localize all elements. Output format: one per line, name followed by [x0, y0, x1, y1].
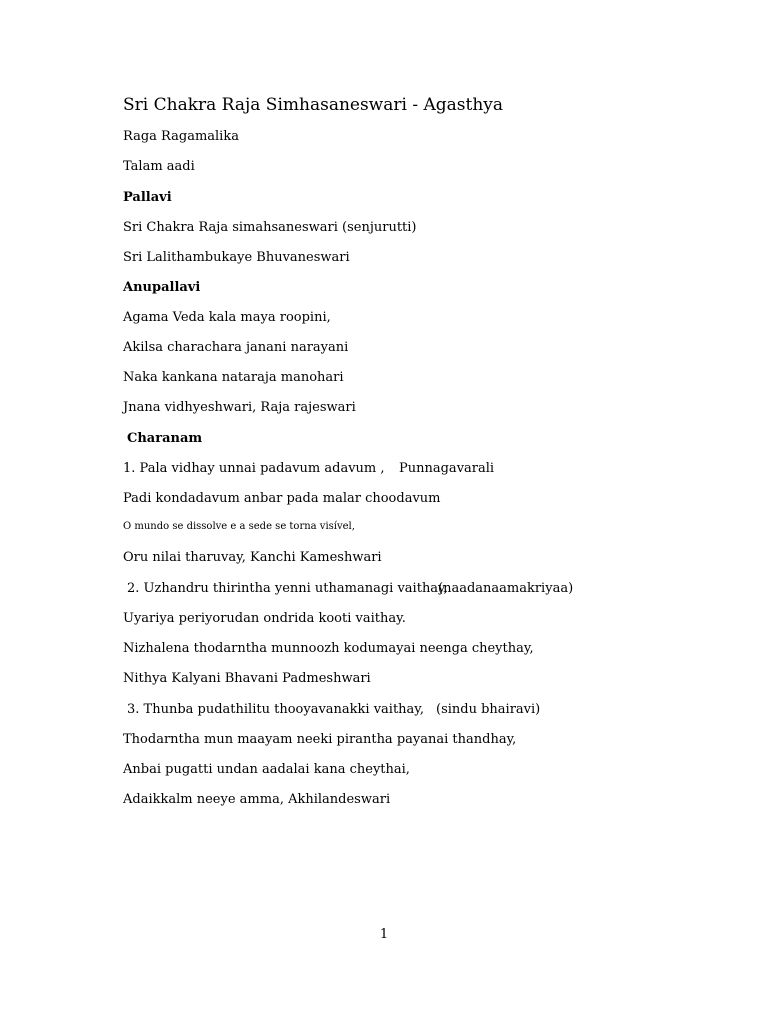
pallavi-line-1: Sri Chakra Raja simahsaneswari (senjurutti) — [123, 220, 417, 235]
pallavi-line-2: Sri Lalithambukaye Bhuvaneswari — [123, 250, 350, 265]
verse1-line-3: O mundo se dissolve e a sede se torna visível, — [123, 521, 355, 532]
verse3-line-3: Anbai pugatti undan aadalai kana cheythai, — [123, 762, 410, 777]
document-title: Sri Chakra Raja Simhasaneswari - Agasthya — [123, 95, 504, 115]
anupallavi-line-4: Jnana vidhyeshwari, Raja rajeswari — [123, 400, 356, 415]
anupallavi-line-3: Naka kankana nataraja manohari — [123, 370, 344, 385]
verse2-raga-note: (naadanaamakriyaa) — [438, 581, 574, 596]
anupallavi-line-1: Agama Veda kala maya roopini, — [123, 310, 331, 325]
verse1-first-line: 1. Pala vidhay unnai padavum adavum , — [123, 461, 385, 476]
verse2-first-line: 2. Uzhandru thirintha yenni uthamanagi vaithay, — [127, 581, 448, 596]
verse3-raga-note: (sindu bhairavi) — [436, 702, 541, 717]
anupallavi-line-2: Akilsa charachara janani narayani — [123, 340, 349, 355]
raga-line: Raga Ragamalika — [123, 129, 239, 144]
pallavi-heading: Pallavi — [123, 190, 172, 205]
verse3-first-line: 3. Thunba pudathilitu thooyavanakki vaithay, — [127, 702, 425, 717]
verse2-line-3: Nizhalena thodarntha munnoozh kodumayai neenga cheythay, — [123, 641, 534, 656]
verse3-line-4: Adaikkalm neeye amma, Akhilandeswari — [123, 792, 391, 807]
page-number: 1 — [379, 927, 389, 942]
verse1-line-4: Oru nilai tharuvay, Kanchi Kameshwari — [123, 550, 382, 565]
verse2-line-2: Uyariya periyorudan ondrida kooti vaithay. — [123, 611, 406, 626]
verse1-raga-note: Punnagavarali — [399, 461, 495, 476]
anupallavi-heading: Anupallavi — [123, 280, 201, 295]
verse3-line-2: Thodarntha mun maayam neeki pirantha payanai thandhay, — [123, 732, 517, 747]
verse2-line-4: Nithya Kalyani Bhavani Padmeshwari — [123, 671, 371, 686]
talam-line: Talam aadi — [123, 159, 195, 174]
verse1-line-2: Padi kondadavum anbar pada malar choodavum — [123, 491, 441, 506]
charanam-heading: Charanam — [127, 431, 203, 446]
